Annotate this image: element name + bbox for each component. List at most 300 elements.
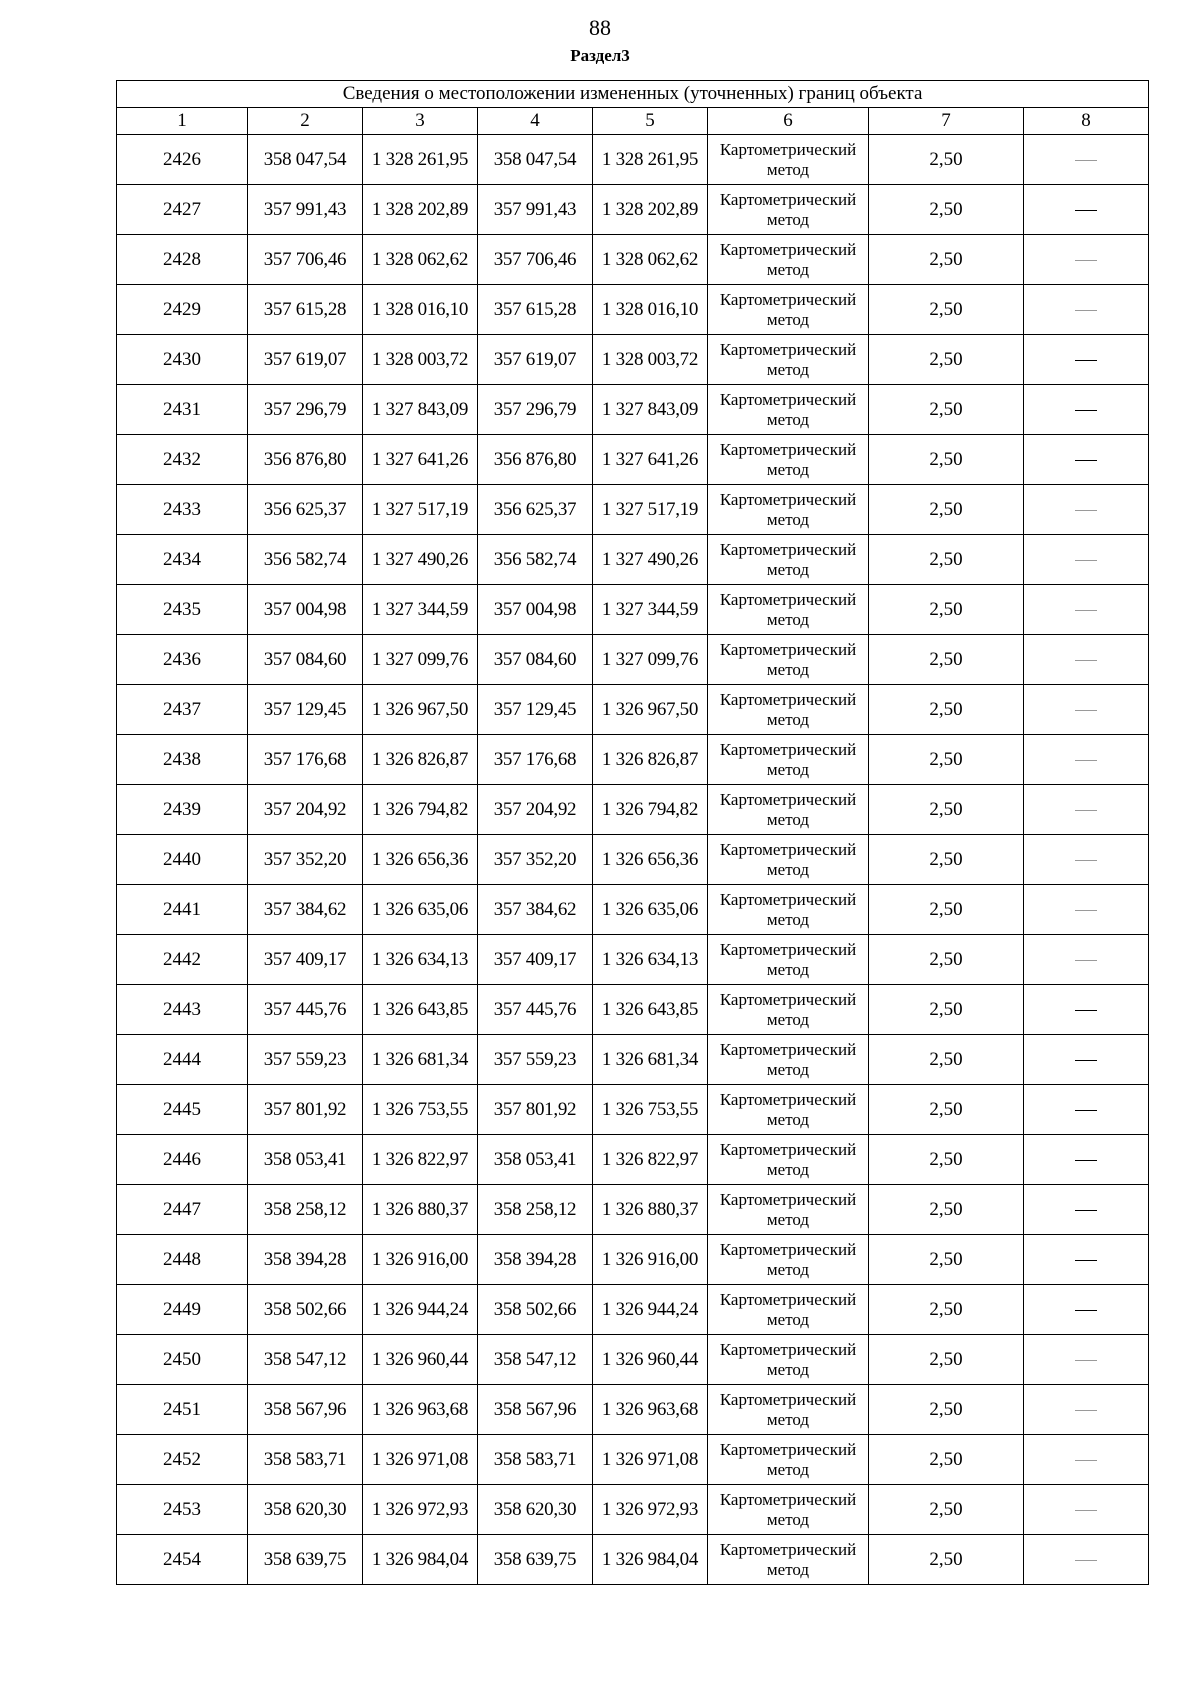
refined-y-cell: 1 326 634,13 [593,935,708,985]
point-number-cell: 2454 [117,1535,248,1585]
table-row [117,385,1149,435]
note-cell [1024,1185,1149,1235]
note-cell [1024,285,1149,335]
column-number-row [117,108,1149,135]
dash-mark [1075,860,1097,861]
point-number-cell: 2427 [117,185,248,235]
method-cell: Картометрический метод [708,1385,869,1435]
table-row [117,635,1149,685]
table-row [117,1035,1149,1085]
method-cell: Картометрический метод [708,885,869,935]
point-number-cell: 2432 [117,435,248,485]
existing-y-cell: 1 327 843,09 [363,385,478,435]
point-number-cell: 2428 [117,235,248,285]
refined-y-cell: 1 326 822,97 [593,1135,708,1185]
note-cell [1024,385,1149,435]
dash-mark [1075,710,1097,711]
column-number: 7 [869,108,1024,135]
existing-y-cell: 1 326 794,82 [363,785,478,835]
existing-y-cell: 1 327 490,26 [363,535,478,585]
existing-x-cell: 357 409,17 [248,935,363,985]
existing-y-cell: 1 328 003,72 [363,335,478,385]
dash-mark [1075,1010,1097,1011]
existing-x-cell: 358 567,96 [248,1385,363,1435]
method-cell: Картометрический метод [708,485,869,535]
refined-x-cell: 357 445,76 [478,985,593,1035]
accuracy-cell: 2,50 [869,935,1024,985]
accuracy-cell: 2,50 [869,1085,1024,1135]
method-cell: Картометрический метод [708,135,869,185]
point-number-cell: 2444 [117,1035,248,1085]
method-cell: Картометрический метод [708,235,869,285]
note-cell [1024,885,1149,935]
existing-y-cell: 1 326 916,00 [363,1235,478,1285]
point-number-cell: 2453 [117,1485,248,1535]
accuracy-cell: 2,50 [869,435,1024,485]
dash-mark [1075,810,1097,811]
note-cell [1024,1235,1149,1285]
existing-x-cell: 358 639,75 [248,1535,363,1585]
refined-x-cell: 358 547,12 [478,1335,593,1385]
dash-mark [1075,1360,1097,1361]
refined-x-cell: 357 619,07 [478,335,593,385]
existing-x-cell: 358 502,66 [248,1285,363,1335]
existing-x-cell: 357 619,07 [248,335,363,385]
existing-x-cell: 357 352,20 [248,835,363,885]
dash-mark [1075,210,1097,211]
refined-x-cell: 358 502,66 [478,1285,593,1335]
dash-mark [1075,1260,1097,1261]
refined-x-cell: 357 706,46 [478,235,593,285]
point-number-cell: 2440 [117,835,248,885]
refined-y-cell: 1 327 490,26 [593,535,708,585]
dash-mark [1075,510,1097,511]
table-row [117,235,1149,285]
method-cell: Картометрический метод [708,1185,869,1235]
existing-y-cell: 1 328 062,62 [363,235,478,285]
dash-mark [1075,160,1097,161]
point-number-cell: 2442 [117,935,248,985]
existing-y-cell: 1 326 960,44 [363,1335,478,1385]
accuracy-cell: 2,50 [869,835,1024,885]
existing-y-cell: 1 328 202,89 [363,185,478,235]
method-cell: Картометрический метод [708,335,869,385]
refined-y-cell: 1 328 003,72 [593,335,708,385]
accuracy-cell: 2,50 [869,1535,1024,1585]
note-cell [1024,135,1149,185]
refined-y-cell: 1 327 641,26 [593,435,708,485]
refined-y-cell: 1 327 843,09 [593,385,708,435]
table-body [117,135,1149,1585]
table-row [117,1235,1149,1285]
method-cell: Картометрический метод [708,735,869,785]
refined-x-cell: 358 583,71 [478,1435,593,1485]
point-number-cell: 2448 [117,1235,248,1285]
existing-y-cell: 1 328 016,10 [363,285,478,335]
point-number-cell: 2431 [117,385,248,435]
accuracy-cell: 2,50 [869,1335,1024,1385]
existing-y-cell: 1 327 099,76 [363,635,478,685]
existing-y-cell: 1 326 971,08 [363,1435,478,1485]
existing-y-cell: 1 326 963,68 [363,1385,478,1435]
note-cell [1024,435,1149,485]
refined-y-cell: 1 326 916,00 [593,1235,708,1285]
point-number-cell: 2450 [117,1335,248,1385]
note-cell [1024,835,1149,885]
accuracy-cell: 2,50 [869,1235,1024,1285]
point-number-cell: 2439 [117,785,248,835]
note-cell [1024,335,1149,385]
dash-mark [1075,1060,1097,1061]
method-cell: Картометрический метод [708,785,869,835]
existing-x-cell: 356 625,37 [248,485,363,535]
dash-mark [1075,1210,1097,1211]
column-number: 3 [363,108,478,135]
section-title: Раздел3 [570,46,630,65]
accuracy-cell: 2,50 [869,535,1024,585]
refined-y-cell: 1 328 062,62 [593,235,708,285]
existing-y-cell: 1 327 517,19 [363,485,478,535]
table-row [117,1385,1149,1435]
refined-y-cell: 1 327 099,76 [593,635,708,685]
column-number: 4 [478,108,593,135]
method-cell: Картометрический метод [708,685,869,735]
column-number: 6 [708,108,869,135]
existing-x-cell: 357 384,62 [248,885,363,935]
refined-x-cell: 356 625,37 [478,485,593,535]
note-cell [1024,635,1149,685]
method-cell: Картометрический метод [708,1335,869,1385]
point-number-cell: 2433 [117,485,248,535]
refined-x-cell: 357 801,92 [478,1085,593,1135]
existing-x-cell: 357 991,43 [248,185,363,235]
dash-mark [1075,1310,1097,1311]
dash-mark [1075,460,1097,461]
refined-x-cell: 357 384,62 [478,885,593,935]
accuracy-cell: 2,50 [869,285,1024,335]
dash-mark [1075,1410,1097,1411]
refined-y-cell: 1 326 635,06 [593,885,708,935]
note-cell [1024,1035,1149,1085]
note-cell [1024,985,1149,1035]
existing-x-cell: 356 876,80 [248,435,363,485]
existing-y-cell: 1 326 635,06 [363,885,478,935]
note-cell [1024,1485,1149,1535]
refined-x-cell: 357 004,98 [478,585,593,635]
table-row [117,985,1149,1035]
note-cell [1024,1385,1149,1435]
refined-y-cell: 1 327 517,19 [593,485,708,535]
dash-mark [1075,410,1097,411]
dash-mark [1075,910,1097,911]
table-row [117,1335,1149,1385]
accuracy-cell: 2,50 [869,1435,1024,1485]
accuracy-cell: 2,50 [869,1285,1024,1335]
existing-x-cell: 357 204,92 [248,785,363,835]
note-cell [1024,1535,1149,1585]
dash-mark [1075,310,1097,311]
point-number-cell: 2430 [117,335,248,385]
note-cell [1024,735,1149,785]
method-cell: Картометрический метод [708,535,869,585]
note-cell [1024,235,1149,285]
existing-x-cell: 357 176,68 [248,735,363,785]
existing-y-cell: 1 326 822,97 [363,1135,478,1185]
existing-y-cell: 1 327 641,26 [363,435,478,485]
column-number: 8 [1024,108,1149,135]
refined-x-cell: 357 559,23 [478,1035,593,1085]
accuracy-cell: 2,50 [869,235,1024,285]
point-number-cell: 2451 [117,1385,248,1435]
existing-x-cell: 358 053,41 [248,1135,363,1185]
dash-mark [1075,760,1097,761]
existing-y-cell: 1 326 880,37 [363,1185,478,1235]
note-cell [1024,185,1149,235]
method-cell: Картометрический метод [708,1235,869,1285]
existing-x-cell: 358 047,54 [248,135,363,185]
accuracy-cell: 2,50 [869,385,1024,435]
existing-y-cell: 1 326 643,85 [363,985,478,1035]
point-number-cell: 2429 [117,285,248,335]
existing-x-cell: 358 620,30 [248,1485,363,1535]
point-number-cell: 2438 [117,735,248,785]
refined-x-cell: 358 567,96 [478,1385,593,1435]
table-row [117,185,1149,235]
table-row [117,1135,1149,1185]
column-number: 2 [248,108,363,135]
table-row [117,1285,1149,1335]
method-cell: Картометрический метод [708,1135,869,1185]
point-number-cell: 2436 [117,635,248,685]
refined-y-cell: 1 328 261,95 [593,135,708,185]
existing-y-cell: 1 328 261,95 [363,135,478,185]
existing-x-cell: 357 004,98 [248,585,363,635]
method-cell: Картометрический метод [708,1285,869,1335]
refined-y-cell: 1 326 963,68 [593,1385,708,1435]
accuracy-cell: 2,50 [869,735,1024,785]
existing-x-cell: 358 583,71 [248,1435,363,1485]
table-row [117,435,1149,485]
dash-mark [1075,660,1097,661]
method-cell: Картометрический метод [708,835,869,885]
dash-mark [1075,1160,1097,1161]
point-number-cell: 2437 [117,685,248,735]
accuracy-cell: 2,50 [869,1185,1024,1235]
accuracy-cell: 2,50 [869,985,1024,1035]
boundary-points-table [116,80,1149,1585]
method-cell: Картометрический метод [708,585,869,635]
method-cell: Картометрический метод [708,635,869,685]
table-row [117,785,1149,835]
point-number-cell: 2449 [117,1285,248,1335]
method-cell: Картометрический метод [708,1035,869,1085]
point-number-cell: 2435 [117,585,248,635]
refined-x-cell: 357 084,60 [478,635,593,685]
dash-mark [1075,1110,1097,1111]
table-row [117,485,1149,535]
accuracy-cell: 2,50 [869,185,1024,235]
existing-y-cell: 1 326 753,55 [363,1085,478,1135]
refined-y-cell: 1 326 656,36 [593,835,708,885]
refined-y-cell: 1 328 202,89 [593,185,708,235]
refined-x-cell: 357 352,20 [478,835,593,885]
method-cell: Картометрический метод [708,1485,869,1535]
note-cell [1024,685,1149,735]
existing-x-cell: 358 394,28 [248,1235,363,1285]
accuracy-cell: 2,50 [869,785,1024,835]
refined-x-cell: 357 615,28 [478,285,593,335]
method-cell: Картометрический метод [708,1535,869,1585]
note-cell [1024,785,1149,835]
dash-mark [1075,1460,1097,1461]
existing-y-cell: 1 326 634,13 [363,935,478,985]
dash-mark [1075,1510,1097,1511]
table-row [117,885,1149,935]
point-number-cell: 2445 [117,1085,248,1135]
existing-x-cell: 357 615,28 [248,285,363,335]
refined-x-cell: 358 053,41 [478,1135,593,1185]
accuracy-cell: 2,50 [869,1485,1024,1535]
method-cell: Картометрический метод [708,935,869,985]
method-cell: Картометрический метод [708,985,869,1035]
existing-x-cell: 357 129,45 [248,685,363,735]
point-number-cell: 2426 [117,135,248,185]
existing-y-cell: 1 326 972,93 [363,1485,478,1535]
table-row [117,335,1149,385]
refined-y-cell: 1 326 984,04 [593,1535,708,1585]
note-cell [1024,935,1149,985]
refined-x-cell: 358 047,54 [478,135,593,185]
refined-x-cell: 356 582,74 [478,535,593,585]
refined-x-cell: 357 129,45 [478,685,593,735]
refined-x-cell: 358 639,75 [478,1535,593,1585]
refined-y-cell: 1 328 016,10 [593,285,708,335]
method-cell: Картометрический метод [708,1085,869,1135]
refined-x-cell: 358 620,30 [478,1485,593,1535]
accuracy-cell: 2,50 [869,1035,1024,1085]
point-number-cell: 2447 [117,1185,248,1235]
table-row [117,1085,1149,1135]
table-row [117,835,1149,885]
point-number-cell: 2443 [117,985,248,1035]
refined-y-cell: 1 326 643,85 [593,985,708,1035]
point-number-cell: 2446 [117,1135,248,1185]
accuracy-cell: 2,50 [869,685,1024,735]
refined-x-cell: 357 991,43 [478,185,593,235]
existing-y-cell: 1 327 344,59 [363,585,478,635]
existing-y-cell: 1 326 967,50 [363,685,478,735]
refined-y-cell: 1 326 681,34 [593,1035,708,1085]
existing-y-cell: 1 326 944,24 [363,1285,478,1335]
dash-mark [1075,560,1097,561]
accuracy-cell: 2,50 [869,135,1024,185]
accuracy-cell: 2,50 [869,885,1024,935]
note-cell [1024,1435,1149,1485]
note-cell [1024,585,1149,635]
accuracy-cell: 2,50 [869,1135,1024,1185]
existing-x-cell: 358 258,12 [248,1185,363,1235]
existing-x-cell: 357 084,60 [248,635,363,685]
existing-x-cell: 357 801,92 [248,1085,363,1135]
existing-x-cell: 358 547,12 [248,1335,363,1385]
existing-x-cell: 356 582,74 [248,535,363,585]
note-cell [1024,485,1149,535]
accuracy-cell: 2,50 [869,1385,1024,1435]
table-row [117,685,1149,735]
note-cell [1024,1335,1149,1385]
refined-x-cell: 358 394,28 [478,1235,593,1285]
refined-y-cell: 1 326 826,87 [593,735,708,785]
refined-y-cell: 1 326 971,08 [593,1435,708,1485]
table-row [117,585,1149,635]
refined-y-cell: 1 326 794,82 [593,785,708,835]
accuracy-cell: 2,50 [869,635,1024,685]
refined-x-cell: 357 296,79 [478,385,593,435]
refined-y-cell: 1 326 880,37 [593,1185,708,1235]
table-row [117,1435,1149,1485]
note-cell [1024,1135,1149,1185]
refined-y-cell: 1 326 967,50 [593,685,708,735]
note-cell [1024,535,1149,585]
dash-mark [1075,960,1097,961]
point-number-cell: 2434 [117,535,248,585]
point-number-cell: 2452 [117,1435,248,1485]
accuracy-cell: 2,50 [869,585,1024,635]
refined-y-cell: 1 326 960,44 [593,1335,708,1385]
page-number: 88 [589,15,611,40]
note-cell [1024,1085,1149,1135]
refined-x-cell: 356 876,80 [478,435,593,485]
note-cell [1024,1285,1149,1335]
existing-y-cell: 1 326 984,04 [363,1535,478,1585]
refined-x-cell: 357 176,68 [478,735,593,785]
existing-y-cell: 1 326 681,34 [363,1035,478,1085]
existing-x-cell: 357 706,46 [248,235,363,285]
accuracy-cell: 2,50 [869,485,1024,535]
method-cell: Картометрический метод [708,385,869,435]
refined-x-cell: 357 409,17 [478,935,593,985]
table-row [117,285,1149,335]
refined-y-cell: 1 326 753,55 [593,1085,708,1135]
refined-x-cell: 357 204,92 [478,785,593,835]
point-number-cell: 2441 [117,885,248,935]
refined-y-cell: 1 327 344,59 [593,585,708,635]
existing-y-cell: 1 326 656,36 [363,835,478,885]
table-row [117,1185,1149,1235]
existing-x-cell: 357 296,79 [248,385,363,435]
method-cell: Картометрический метод [708,1435,869,1485]
accuracy-cell: 2,50 [869,335,1024,385]
refined-y-cell: 1 326 944,24 [593,1285,708,1335]
table-row [117,135,1149,185]
method-cell: Картометрический метод [708,285,869,335]
dash-mark [1075,610,1097,611]
table-row [117,1535,1149,1585]
table-row [117,1485,1149,1535]
table-row [117,935,1149,985]
refined-y-cell: 1 326 972,93 [593,1485,708,1535]
table-row [117,735,1149,785]
method-cell: Картометрический метод [708,185,869,235]
existing-y-cell: 1 326 826,87 [363,735,478,785]
refined-x-cell: 358 258,12 [478,1185,593,1235]
method-cell: Картометрический метод [708,435,869,485]
existing-x-cell: 357 559,23 [248,1035,363,1085]
table-row [117,535,1149,585]
table-caption: Сведения о местоположении измененных (уточненных) границ объекта [117,81,1149,108]
dash-mark [1075,260,1097,261]
column-number: 1 [117,108,248,135]
